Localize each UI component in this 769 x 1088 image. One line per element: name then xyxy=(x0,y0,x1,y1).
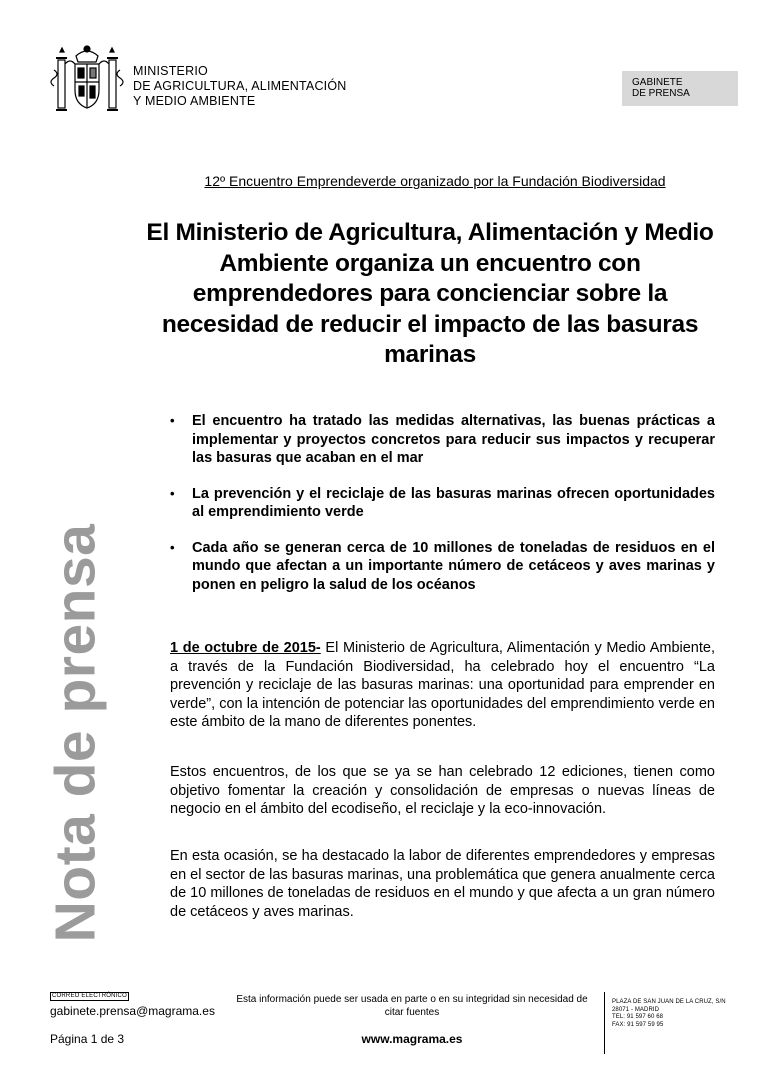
address-line: 28071 - MADRID xyxy=(612,1006,660,1013)
address-line: FAX: 91 597 59 95 xyxy=(612,1021,664,1028)
paragraph-2: Estos encuentros, de los que se ya se han celebrado 12 ediciones, tienen como objetivo fomentar la creación y consolidación de empresas o nuevas líneas de negocio en el ámbito del ecodiseño, el reciclaje y la eco-innovación. xyxy=(170,764,715,817)
ministry-line: MINISTERIO xyxy=(133,64,208,78)
postal-address xyxy=(612,999,726,1029)
ministry-line: Y MEDIO AMBIENTE xyxy=(133,94,256,108)
headline-line: marinas xyxy=(384,341,476,368)
headline-line: emprendedores para concienciar sobre la xyxy=(192,280,668,307)
page-number: Página 1 de 3 xyxy=(50,1032,125,1046)
ministry-line: DE AGRICULTURA, ALIMENTACIÓN xyxy=(133,79,347,93)
headline-line: El Ministerio de Agricultura, Alimentación y Medio xyxy=(146,219,714,246)
email-address[interactable]: gabinete.prensa@magrama.es xyxy=(50,1004,215,1018)
headline xyxy=(145,218,715,371)
address-line: PLAZA DE SAN JUAN DE LA CRUZ, S/N xyxy=(612,999,726,1005)
paragraph-1 xyxy=(170,639,715,732)
dateline: 1 de octubre de 2015- xyxy=(170,640,321,656)
ministry-name xyxy=(133,64,347,109)
bullet-item: • La prevención y el reciclaje de las basuras marinas ofrecen oportunidades al emprendimiento verde xyxy=(170,485,715,522)
headline-line: Ambiente organiza un encuentro con xyxy=(219,249,641,277)
website-link[interactable]: www.magrama.es xyxy=(361,1032,463,1046)
coat-of-arms-logo xyxy=(50,44,124,120)
footer-divider xyxy=(604,992,605,1054)
summary-bullets xyxy=(170,412,715,611)
gabinete-line: GABINETE xyxy=(632,77,683,88)
kicker: 12º Encuentro Emprendeverde organizado por la Fundación Biodiversidad xyxy=(204,173,666,189)
email-label: CORREO ELECTRÓNICO xyxy=(52,993,127,999)
side-label-text: Nota de prensa xyxy=(43,523,107,943)
bullet-item: • Cada año se generan cerca de 10 millones de toneladas de residuos en el mundo que afectan a un importante número de cetáceos y aves marinas y ponen en peligro la salud de los océanos xyxy=(170,539,715,595)
paragraph-1-text: El Ministerio de Agricultura, Alimentación y Medio Ambiente, a través de la Fundación Biodiversidad, ha celebrado hoy el encuentro “La prevención y reciclaje de las basuras marinas: una oportunidad para emprender en verde”, con la intención de potenciar las oportunidades del emprendimiento verde en este ámbito de la mano de diferentes ponentes. xyxy=(170,640,715,730)
paragraph-3: En esta ocasión, se ha destacado la labor de diferentes emprendedores y empresas en el sector de las basuras marinas, una problemática que genera anualmente cerca de 10 millones de toneladas de residuos en el mundo y que afecta a un gran número de cetáceos y aves marinas. xyxy=(170,848,715,920)
address-line: TEL: 91 597 60 68 xyxy=(612,1014,664,1020)
gabinete-line: DE PRENSA xyxy=(632,88,690,99)
bullet-item: • El encuentro ha tratado las medidas alternativas, las buenas prácticas a implementar y proyectos concretos para reducir sus impactos y recuperar las basuras que acaban en el mar xyxy=(170,412,715,468)
side-label xyxy=(40,523,110,943)
usage-notice: Esta información puede ser usada en parte o en su integridad sin necesidad de citar fuentes xyxy=(236,994,588,1018)
headline-line: necesidad de reducir el impacto de las basuras xyxy=(161,310,699,338)
gabinete-label xyxy=(622,71,738,106)
